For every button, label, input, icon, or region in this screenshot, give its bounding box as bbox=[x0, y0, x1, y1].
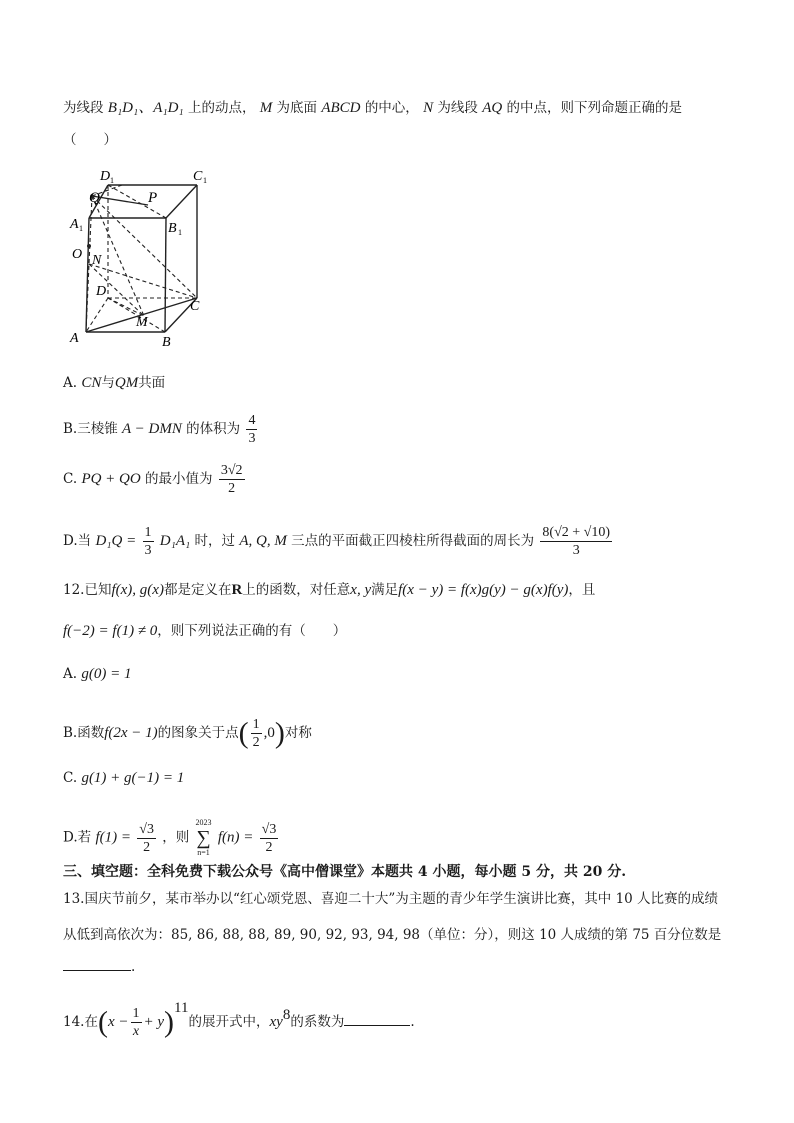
math: ,0 bbox=[263, 725, 275, 741]
math: A − DMN bbox=[122, 421, 182, 437]
math-M: M bbox=[259, 100, 273, 116]
q13-line1: 13.国庆节前夕，某市举办以“红心颂党恩、喜迎二十大”为主题的青少年学生演讲比赛，其中 10 人比赛的成绩 bbox=[63, 891, 719, 907]
label-B1: B bbox=[168, 221, 177, 236]
option-label: B.三棱锥 bbox=[63, 421, 118, 437]
svg-text:1: 1 bbox=[79, 224, 83, 233]
sum-lower: n=1 bbox=[197, 848, 210, 857]
text: 上的动点， bbox=[187, 100, 256, 116]
denominator: x bbox=[132, 1024, 140, 1039]
math: f(x − y) = f(x)g(y) − g(x)f(y) bbox=[398, 582, 569, 598]
text: 共面 bbox=[138, 375, 166, 391]
fraction bbox=[131, 1005, 142, 1040]
question-number: 14.在 bbox=[63, 1014, 98, 1030]
option-label: C. bbox=[63, 770, 78, 786]
text: 三点的平面截正四棱柱所得截面的周长为 bbox=[291, 533, 535, 549]
q11-option-b bbox=[63, 412, 259, 447]
math-segments: B₁D₁、A₁D₁ bbox=[107, 100, 184, 116]
label-C: C bbox=[190, 299, 200, 314]
q14-stem bbox=[63, 998, 415, 1040]
fraction bbox=[540, 524, 612, 559]
option-label: A. bbox=[63, 375, 82, 391]
fraction bbox=[251, 716, 262, 751]
denominator: 2 bbox=[265, 839, 273, 855]
q13-answer-blank bbox=[63, 956, 135, 977]
text: 的中点，则下列命题正确的是 bbox=[506, 100, 683, 116]
question-number: 12.已知 bbox=[63, 582, 112, 598]
numerator: 1 bbox=[252, 717, 260, 732]
text: 满足 bbox=[371, 582, 399, 598]
denominator: 2 bbox=[143, 839, 151, 855]
text: 时，过 bbox=[194, 533, 236, 549]
text: . bbox=[410, 1014, 415, 1030]
q11-intro bbox=[63, 98, 682, 118]
text: 对称 bbox=[284, 725, 312, 741]
math: f(−2) = f(1) ≠ 0 bbox=[63, 623, 158, 639]
q13-line2: 从低到高依次为：85, 86, 88, 88, 89, 90, 92, 93, 94, 98（单位：分），则这 10 人成绩的第 75 百分位数是 bbox=[63, 927, 722, 943]
math: CN bbox=[81, 375, 102, 391]
q12-stem-line1 bbox=[63, 580, 595, 600]
q11-option-c bbox=[63, 462, 247, 497]
label-A1: A bbox=[70, 217, 79, 232]
label-M: M bbox=[136, 315, 148, 330]
paren-open: ( bbox=[238, 716, 249, 750]
numerator: 1 bbox=[144, 525, 152, 540]
math: A, Q, M bbox=[239, 533, 287, 549]
label-D: D bbox=[96, 284, 107, 299]
section-heading: 三、填空题：全科免费下载公众号《高中僧课堂》本题共 4 小题，每小题 5 分，共 20 分. bbox=[63, 864, 627, 880]
math: xy bbox=[269, 1014, 283, 1030]
text: ，且 bbox=[568, 582, 596, 598]
numerator: √3 bbox=[139, 821, 154, 837]
label-D1: D bbox=[100, 169, 111, 184]
label-B: B bbox=[162, 335, 171, 350]
math: x − bbox=[107, 1014, 129, 1030]
q12-option-c bbox=[63, 768, 184, 788]
denominator: 2 bbox=[228, 481, 236, 496]
math: + y bbox=[143, 1014, 165, 1030]
text: 为线段 bbox=[437, 100, 478, 116]
text: 的展开式中， bbox=[188, 1014, 270, 1030]
math-N: N bbox=[423, 100, 434, 116]
q12-option-a bbox=[63, 664, 131, 684]
math: x, y bbox=[350, 582, 372, 598]
math: D₁A₁ bbox=[159, 533, 191, 549]
text: 的最小值为 bbox=[145, 471, 213, 487]
fraction bbox=[219, 462, 245, 497]
denominator: 3 bbox=[144, 543, 152, 558]
paren-open: ( bbox=[97, 1005, 108, 1039]
option-label: C. bbox=[63, 471, 78, 487]
fraction bbox=[143, 524, 154, 559]
q11-answer-paren: （ ） bbox=[63, 132, 117, 148]
text: 的图象关于点 bbox=[157, 725, 239, 741]
svg-text:1: 1 bbox=[203, 176, 207, 185]
text: 都是定义在 bbox=[163, 582, 232, 598]
exponent: 8 bbox=[282, 1007, 291, 1023]
text: ，则 bbox=[162, 829, 190, 846]
option-label: D.若 bbox=[63, 829, 92, 846]
numerator: 8(√2 + √10) bbox=[542, 525, 611, 540]
q12-option-b bbox=[63, 716, 312, 751]
fraction bbox=[260, 821, 279, 856]
prism-figure bbox=[62, 160, 222, 352]
option-label: D.当 bbox=[63, 533, 92, 549]
math: f(x), g(x) bbox=[111, 582, 164, 598]
svg-text:1: 1 bbox=[178, 228, 182, 237]
math: PQ + QO bbox=[81, 471, 141, 487]
denominator: 3 bbox=[572, 543, 580, 558]
denominator: 2 bbox=[252, 735, 260, 750]
exponent: 11 bbox=[174, 1000, 189, 1016]
summation bbox=[196, 818, 212, 858]
math: f(n) = bbox=[217, 829, 254, 846]
option-label: B.函数 bbox=[63, 725, 105, 741]
paren-close: ) bbox=[274, 716, 285, 750]
math: f(1) = bbox=[95, 829, 131, 846]
label-P: P bbox=[148, 190, 158, 206]
math: g(1) + g(−1) = 1 bbox=[81, 770, 185, 786]
svg-text:1: 1 bbox=[110, 176, 114, 185]
fraction bbox=[246, 412, 257, 447]
math-R: R bbox=[231, 582, 243, 598]
text: ，则下列说法正确的有（ ） bbox=[157, 623, 347, 639]
math: D₁Q = bbox=[95, 533, 137, 549]
text: 的中心， bbox=[364, 100, 419, 116]
math: g(0) = 1 bbox=[81, 666, 132, 682]
denominator: 3 bbox=[248, 431, 256, 446]
text: 的系数为 bbox=[290, 1014, 345, 1030]
label-Q: Q bbox=[89, 190, 100, 206]
text: 为线段 bbox=[63, 100, 104, 116]
math-AQ: AQ bbox=[482, 100, 503, 116]
label-C1: C bbox=[193, 169, 203, 184]
text: 上的函数，对任意 bbox=[242, 582, 351, 598]
math: QM bbox=[114, 375, 139, 391]
q11-option-a bbox=[63, 373, 165, 393]
numerator: 1 bbox=[132, 1006, 140, 1021]
numerator: 4 bbox=[248, 413, 256, 428]
sum-upper: 2023 bbox=[195, 818, 212, 827]
text: 与 bbox=[101, 375, 115, 391]
option-label: A. bbox=[63, 666, 78, 682]
label-N: N bbox=[92, 253, 102, 268]
q12-option-d bbox=[63, 818, 280, 858]
sigma-symbol: ∑ bbox=[196, 827, 211, 849]
numerator: 3√2 bbox=[220, 463, 243, 478]
answer-blank[interactable] bbox=[63, 956, 131, 971]
text: 的体积为 bbox=[186, 421, 241, 437]
paren-close: ) bbox=[164, 1005, 175, 1039]
q12-stem-line2 bbox=[63, 621, 346, 641]
math: f(2x − 1) bbox=[104, 725, 158, 741]
label-O: O bbox=[72, 247, 83, 262]
text: . bbox=[131, 959, 136, 975]
q11-option-d bbox=[63, 524, 614, 559]
text: 为底面 bbox=[276, 100, 318, 116]
label-A: A bbox=[70, 331, 79, 346]
fraction bbox=[137, 821, 156, 856]
numerator: √3 bbox=[261, 821, 277, 837]
answer-blank[interactable] bbox=[344, 1011, 410, 1026]
math-ABCD: ABCD bbox=[321, 100, 361, 116]
